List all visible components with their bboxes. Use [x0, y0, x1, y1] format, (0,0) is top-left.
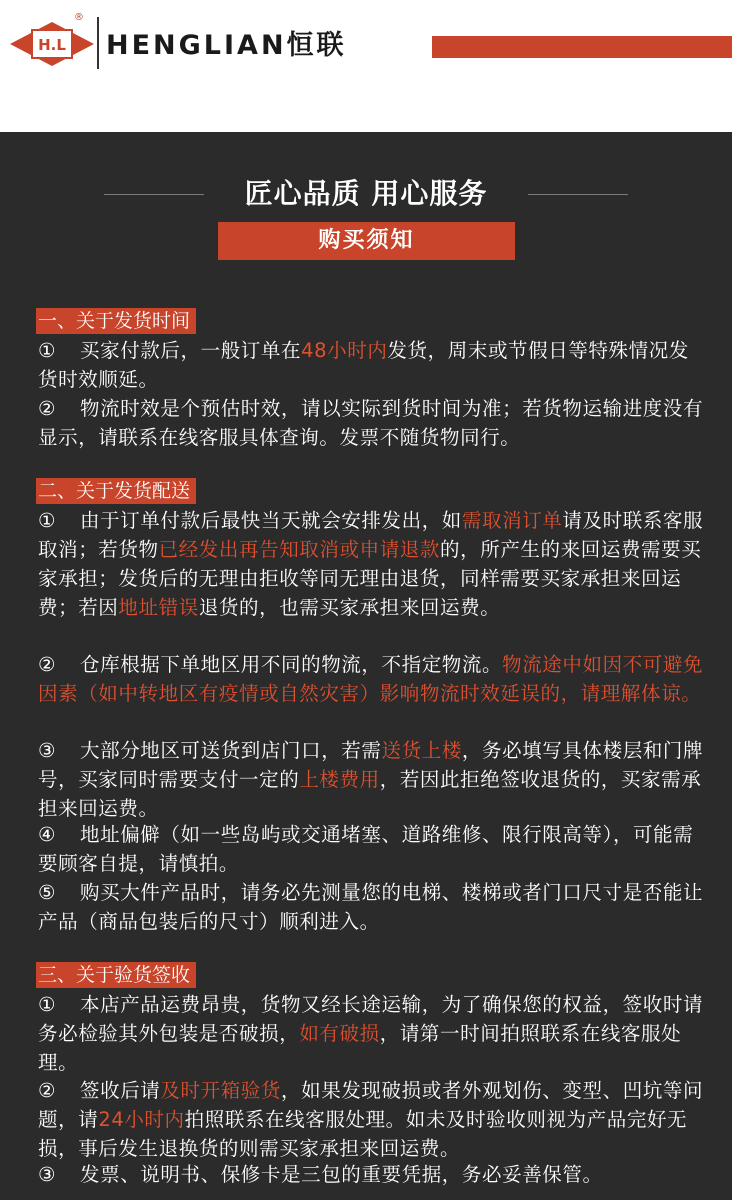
item-number: ① — [38, 509, 57, 532]
highlighted-text: 上楼费用 — [299, 768, 380, 791]
item-number: ② — [38, 653, 57, 676]
brand-accent-bar — [432, 36, 732, 58]
item-text: 发票、说明书、保修卡是三包的重要凭据，务必妥善保管。 — [80, 1163, 603, 1186]
notice-item — [38, 1160, 708, 1189]
highlighted-text: 地址错误 — [118, 596, 199, 619]
page-title: 购买须知 — [218, 222, 515, 260]
item-number: ① — [38, 339, 57, 362]
item-number: ③ — [38, 1163, 57, 1186]
item-text: ，如果发现破损或者外观划伤、变型、凹坑等问题，请 — [38, 1079, 704, 1131]
logo-text: H.L — [38, 36, 66, 54]
brand-logo-icon — [10, 14, 94, 74]
item-text: 地址偏僻（如一些岛屿或交通堵塞、道路维修、限行限高等），可能需要顾客自提，请慎拍。 — [38, 823, 694, 875]
notice-item — [38, 878, 708, 936]
item-text: 购买大件产品时，请务必先测量您的电梯、楼梯或者门口尺寸是否能让产品（商品包装后的尺寸）顺利进入。 — [38, 881, 704, 933]
highlighted-text: 24小时内 — [98, 1108, 185, 1131]
item-text: 发货，周末或节假日等特殊情况发货时效顺延。 — [38, 339, 689, 391]
highlighted-text: 已经发出再告知取消或申请退款 — [158, 538, 441, 561]
notice-item — [38, 650, 708, 708]
slogan-block — [0, 172, 732, 216]
notice-item — [38, 736, 708, 823]
item-text: 由于订单付款后最快当天就会安排发出，如 — [80, 509, 462, 532]
notice-item — [38, 394, 708, 452]
highlighted-text: 如有破损 — [299, 1022, 380, 1045]
item-number: ④ — [38, 823, 57, 846]
highlighted-text: 48小时内 — [301, 339, 388, 362]
item-text: 签收后请 — [80, 1079, 161, 1102]
highlighted-text: 送货上楼 — [381, 739, 462, 762]
slogan: 匠心品质 用心服务 — [244, 177, 488, 210]
highlighted-text: 及时开箱验货 — [160, 1079, 282, 1102]
item-text: ，若因此拒绝签收退货的，买家需承担来回运费。 — [38, 768, 702, 820]
item-text: 本店产品运费昂贵，货物又经长途运输，为了确保您的权益，签收时请务必检验其外包装是否破损， — [38, 993, 704, 1045]
item-number: ② — [38, 1079, 57, 1102]
item-text: 仓库根据下单地区用不同的物流，不指定物流。 — [80, 653, 503, 676]
item-number: ② — [38, 397, 57, 420]
item-text: 退货的，也需买家承担来回运费。 — [198, 596, 501, 619]
item-text: 请及时联系客服取消；若货物 — [38, 509, 704, 561]
item-text: 买家付款后，一般订单在 — [80, 339, 302, 362]
item-text: 物流时效是个预估时效，请以实际到货时间为准；若货物运输进度没有显示，请联系在线客服具体查询。发票不随货物同行。 — [38, 397, 704, 449]
notice-item — [38, 990, 708, 1077]
item-number: ① — [38, 993, 57, 1016]
notice-item — [38, 506, 708, 622]
logo-divider — [97, 17, 99, 69]
item-text: ，请第一时间拍照联系在线客服处理。 — [38, 1022, 682, 1074]
header — [0, 0, 732, 132]
item-text: ，务必填写具体楼层和门牌号，买家同时需要支付一定的 — [38, 739, 704, 791]
brand-name: HENGLIAN恒联 — [106, 30, 347, 61]
notice-item — [38, 1076, 708, 1163]
item-text: 大部分地区可送货到店门口，若需 — [80, 739, 382, 762]
section-heading: 二、关于发货配送 — [36, 478, 196, 504]
section-heading: 三、关于验货签收 — [36, 962, 196, 988]
section-heading: 一、关于发货时间 — [36, 308, 196, 334]
item-number: ③ — [38, 739, 57, 762]
highlighted-text: 需取消订单 — [461, 509, 563, 532]
slogan-divider-right — [528, 194, 628, 195]
notice-item — [38, 336, 708, 394]
registered-mark: ® — [74, 12, 84, 23]
notice-item — [38, 820, 708, 878]
item-number: ⑤ — [38, 881, 57, 904]
item-text: 拍照联系在线客服处理。如未及时验收则视为产品完好无损，事后发生退换货的则需买家承担来回运费。 — [38, 1108, 688, 1160]
highlighted-text: 物流途中如因不可避免因素（如中转地区有疫情或自然灾害）影响物流时效延误的，请理解体谅。 — [38, 653, 704, 705]
item-text: 的，所产生的来回运费需要买家承担；发货后的无理由拒收等同无理由退货，同样需要买家承担来回运费；若因 — [38, 538, 702, 619]
